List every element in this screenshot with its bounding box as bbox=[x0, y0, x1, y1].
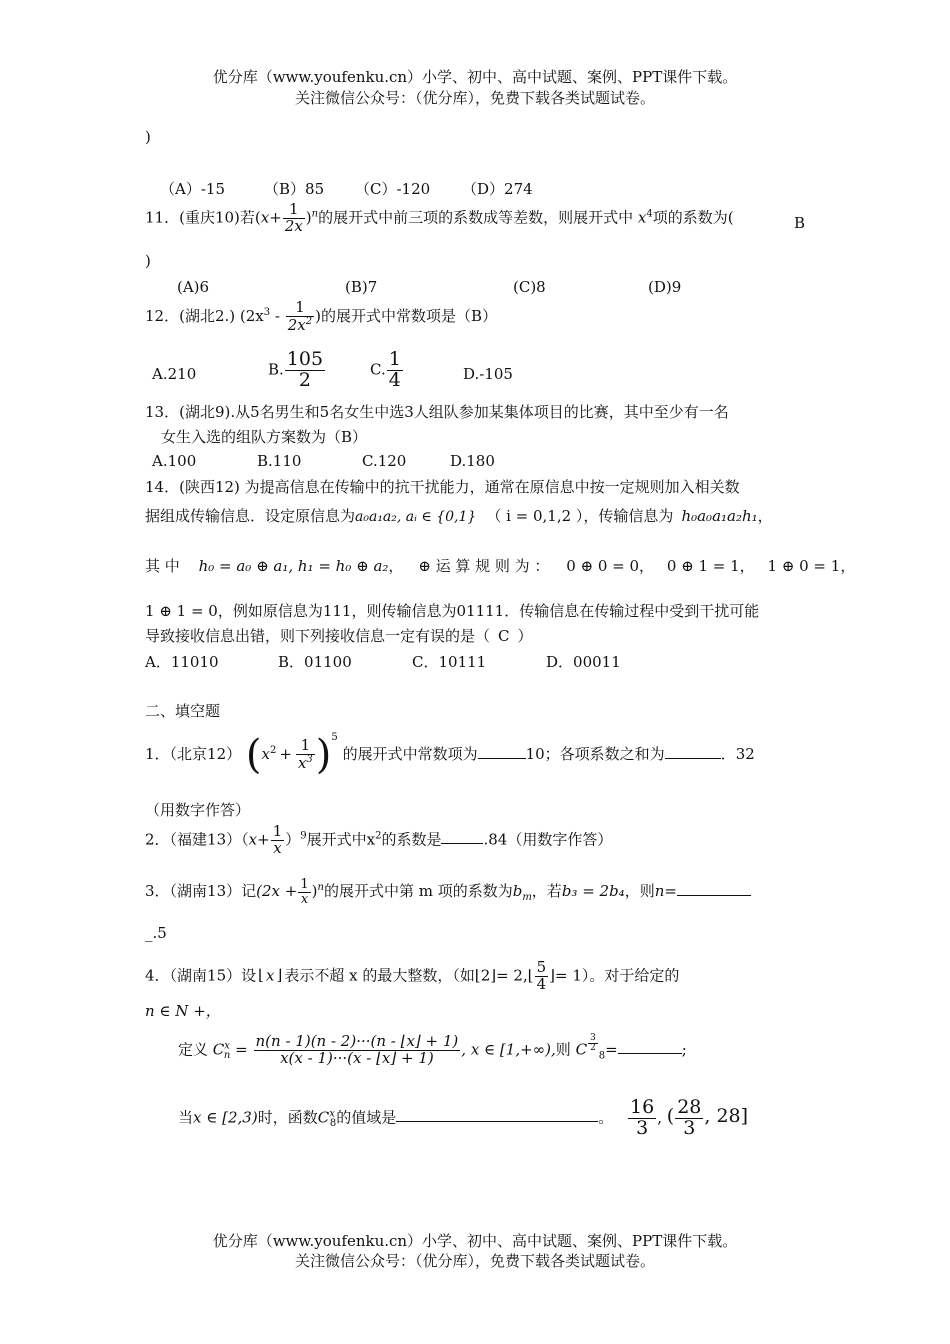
q11-answer: B bbox=[794, 214, 806, 232]
q11-option-b: (B)7 bbox=[345, 278, 378, 296]
q10-paren: ) bbox=[145, 128, 151, 146]
q11-fraction: $\frac{1}{2x}$ bbox=[284, 200, 303, 235]
f4-line-1: 4．（湖南15）设 ⌊ x ⌋ 表示不超 x 的最大整数，（如⌊2⌋= 2,⌊ $\frac{5}{4}$ ⌋= 1）。对于给定的 bbox=[145, 958, 680, 993]
q13-line-1: 13．(湖北9).从5名男生和5名女生中选3人组队参加某集体项目的比赛，其中至少有一名 bbox=[145, 403, 729, 421]
q14-line-1: 14．(陕西12) 为提高信息在传输中的抗干扰能力，通常在原信息中按一定规则加入相关数 bbox=[145, 478, 740, 496]
q12-option-d: D.-105 bbox=[463, 365, 513, 383]
q11-option-a: (A)6 bbox=[177, 278, 210, 296]
q11-option-c: (C)8 bbox=[513, 278, 546, 296]
header-line-1: 优分库（www.youfenku.cn）小学、初中、高中试题、案例、PPT课件下载。 bbox=[212, 68, 738, 86]
q12-option-c: C. $\frac{1}{4}$ bbox=[370, 348, 401, 391]
f4-blank-1 bbox=[618, 1053, 682, 1054]
footer-line-1: 优分库（www.youfenku.cn）小学、初中、高中试题、案例、PPT课件下载。 bbox=[212, 1232, 738, 1250]
q12-line-1: 12．(湖北2.) ($2x^3$ - $\frac{1}{2x^2}$ )的展开式中常数项是（B） bbox=[145, 298, 498, 334]
q13-line-2: 女生入选的组队方案数为（B） bbox=[161, 428, 368, 446]
section-2-title: 二、填空题 bbox=[145, 702, 221, 720]
q13-answer: B bbox=[341, 428, 353, 446]
f4-answer-1: $\frac{16}{3}$ bbox=[630, 1096, 655, 1139]
q11-option-d: (D)9 bbox=[648, 278, 682, 296]
f1-blank-2 bbox=[665, 758, 721, 759]
f2-line: 2．（福建13）（x+ $\frac{1}{x}$ ）$^9$展开式中$x^2$的系数是 .84（用数字作答） bbox=[145, 822, 613, 857]
f2-blank bbox=[441, 843, 483, 844]
f1-line-2: （用数字作答） bbox=[145, 801, 251, 819]
q12-option-a: A.210 bbox=[152, 365, 197, 383]
q10-option-a: （A）-15 bbox=[160, 180, 225, 198]
q13-option-c: C.120 bbox=[362, 452, 407, 470]
f1-blank-1 bbox=[478, 758, 526, 759]
q12-fraction: $\frac{1}{2x^2}$ bbox=[287, 298, 313, 334]
footer-line-2: 关注微信公众号：（优分库），免费下载各类试题试卷。 bbox=[294, 1252, 655, 1270]
header-line-2: 关注微信公众号：（优分库），免费下载各类试题试卷。 bbox=[294, 89, 655, 107]
q14-line-3: 其 中 h₀ = a₀ ⊕ a₁, h₁ = h₀ ⊕ a₂， ⊕ 运 算 规 则 为 ： 0 ⊕ 0 = 0， 0 ⊕ 1 = 1， 1 ⊕ 0 = 1， bbox=[145, 557, 856, 575]
q14-option-c: C．10111 bbox=[412, 653, 487, 671]
f3-line-1: 3．（湖南13）记(2x + $\frac{1}{x}$ )$^n$的展开式中第 m 项的系数为$b_m$，若b₃ = 2b₄，则n= bbox=[145, 878, 751, 906]
f4-answer-2: ( $\frac{28}{3}$ , 28] bbox=[666, 1096, 749, 1139]
f1-line-1: 1．（北京12） ($x^2$ + $\frac{1}{x^3}$ )$^5$ 的展开式中常数项为 10；各项系数之和为 ．32 bbox=[145, 732, 755, 778]
q13-option-b: B.110 bbox=[257, 452, 302, 470]
q14-line-4: 1 ⊕ 1 = 0，例如原信息为111，则传输信息为01111．传输信息在传输过程中受到干扰可能 bbox=[145, 602, 760, 620]
q14-option-d: D．00011 bbox=[546, 653, 621, 671]
f4-range: 当x ∈ [2,3)时，函数$C^x_8$的值域是 。 $\frac{16}{3}$ , ( $\frac{28}{3}$ , 28] bbox=[178, 1096, 749, 1139]
f4-line-2: n ∈ N +， bbox=[145, 1002, 221, 1020]
q13-option-d: D.180 bbox=[450, 452, 495, 470]
f4-blank-2 bbox=[396, 1121, 598, 1122]
q14-answer: C bbox=[498, 627, 510, 645]
f3-blank bbox=[677, 895, 751, 896]
q12-answer: B bbox=[471, 306, 483, 325]
q14-option-b: B．01100 bbox=[278, 653, 352, 671]
f4-definition: 定义 $C^x_n$ = $\frac{n(n - 1)(n - 2)\cdot\cdot\cdot(n - ⌊x⌋ + 1)}{x(x - 1)\cdot\cdot\cdot(x - ⌊x⌋ + 1)}$ , x ∈ [1,+∞),则 C $\frac{3}{2}$ $_8$= ; bbox=[178, 1032, 687, 1067]
q10-option-c: （C）-120 bbox=[355, 180, 431, 198]
q12-option-b: B. $\frac{105}{2}$ bbox=[268, 348, 324, 391]
q14-option-a: A．11010 bbox=[145, 653, 219, 671]
q10-option-b: （B）85 bbox=[264, 180, 325, 198]
q13-option-a: A.100 bbox=[152, 452, 197, 470]
f1-answer-1: 10 bbox=[525, 745, 545, 763]
q14-line-5: 导致接收信息出错，则下列接收信息一定有误的是（ C ） bbox=[145, 627, 533, 645]
q14-line-2: 据组成传输信息．设定原信息为a₀a₁a₂, aᵢ ∈ {0,1} （ i = 0,1,2 ），传输信息为 h₀a₀a₁a₂h₁， bbox=[145, 507, 773, 525]
q11-line-1: 11．(重庆10)若(x+ $\frac{1}{2x}$ )$^n$的展开式中前三项的系数成等差数，则展开式中 $x^4$项的系数为( bbox=[145, 200, 734, 235]
q10-option-d: （D）274 bbox=[462, 180, 533, 198]
f3-line-2: _.5 bbox=[145, 924, 167, 942]
q11-cont: ) bbox=[145, 252, 151, 270]
